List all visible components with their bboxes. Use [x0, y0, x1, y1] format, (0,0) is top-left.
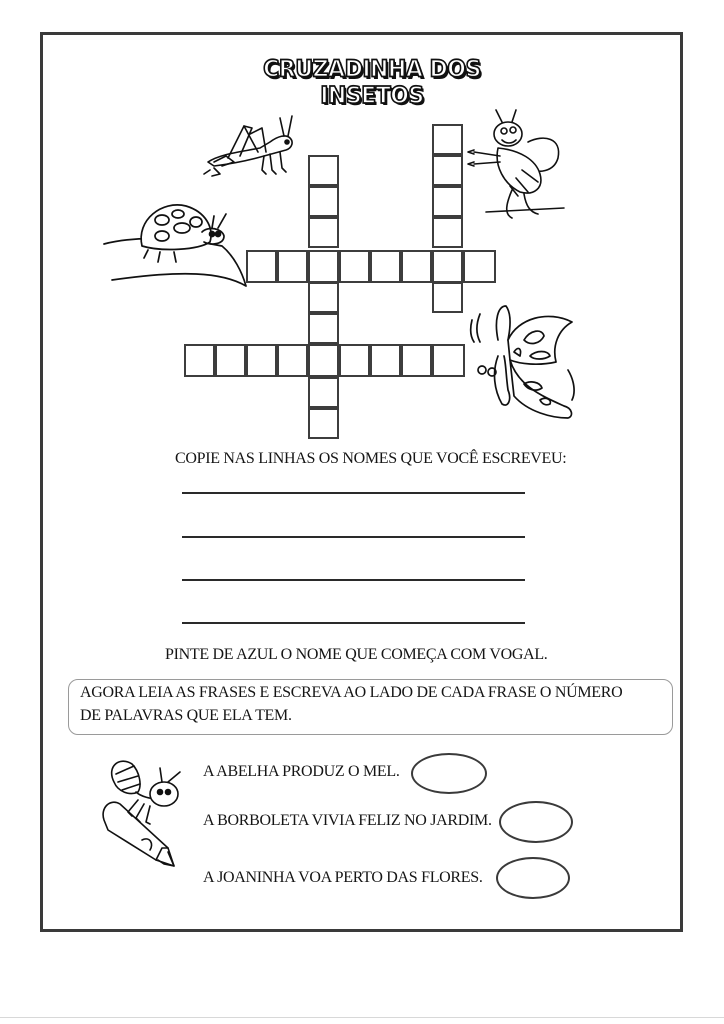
writing-line[interactable]	[182, 579, 525, 581]
writing-line[interactable]	[182, 492, 525, 494]
answer-oval-1[interactable]	[411, 753, 487, 794]
paint-instruction: PINTE DE AZUL O NOME QUE COMEÇA COM VOGAL.	[165, 646, 548, 663]
crossword-cell[interactable]	[308, 186, 339, 217]
crossword-cell[interactable]	[308, 217, 339, 248]
answer-oval-3[interactable]	[496, 857, 570, 899]
writing-line[interactable]	[182, 536, 525, 538]
crossword-cell[interactable]	[308, 313, 339, 344]
crossword-cell[interactable]	[401, 344, 432, 377]
crossword-cell[interactable]	[432, 282, 463, 313]
count-instruction-line2: DE PALAVRAS QUE ELA TEM.	[80, 707, 292, 724]
crossword-cell[interactable]	[432, 344, 465, 377]
butterfly-illustration	[468, 300, 582, 440]
worksheet-title: CRUZADINHA DOS INSETOS	[263, 56, 481, 110]
crossword-cell[interactable]	[184, 344, 215, 377]
crossword-cell[interactable]	[308, 282, 339, 313]
scan-edge-line	[0, 1017, 724, 1018]
crossword-cell[interactable]	[308, 250, 339, 283]
grasshopper-illustration	[200, 112, 300, 178]
crossword-cell[interactable]	[246, 250, 277, 283]
crossword-cell[interactable]	[463, 250, 496, 283]
crossword-cell[interactable]	[339, 250, 370, 283]
bee-on-pencil-illustration	[98, 752, 190, 870]
sentence-1: A ABELHA PRODUZ O MEL.	[203, 763, 400, 780]
writing-line[interactable]	[182, 622, 525, 624]
crossword-cell[interactable]	[215, 344, 246, 377]
crossword-cell[interactable]	[432, 186, 463, 217]
crossword-cell[interactable]	[308, 155, 339, 186]
crossword-cell[interactable]	[308, 408, 339, 439]
sentence-2: A BORBOLETA VIVIA FELIZ NO JARDIM.	[203, 812, 492, 829]
crossword-cell[interactable]	[432, 217, 463, 248]
ladybug-illustration	[102, 188, 248, 288]
copy-instruction: COPIE NAS LINHAS OS NOMES QUE VOCÊ ESCREVEU:	[175, 450, 567, 467]
crossword-cell[interactable]	[432, 250, 463, 283]
count-instruction-line1: AGORA LEIA AS FRASES E ESCREVA AO LADO DE CADA FRASE O NÚMERO	[80, 684, 623, 701]
crossword-cell[interactable]	[370, 250, 401, 283]
crossword-cell[interactable]	[308, 344, 339, 377]
crossword-cell[interactable]	[432, 124, 463, 155]
answer-oval-2[interactable]	[499, 801, 573, 843]
crossword-cell[interactable]	[370, 344, 401, 377]
bee-pointing-illustration	[466, 108, 566, 220]
crossword-cell[interactable]	[339, 344, 370, 377]
crossword-cell[interactable]	[246, 344, 277, 377]
crossword-cell[interactable]	[277, 250, 308, 283]
crossword-cell[interactable]	[401, 250, 432, 283]
crossword-cell[interactable]	[432, 155, 463, 186]
sentence-3: A JOANINHA VOA PERTO DAS FLORES.	[203, 869, 483, 886]
crossword-cell[interactable]	[308, 377, 339, 408]
crossword-cell[interactable]	[277, 344, 308, 377]
